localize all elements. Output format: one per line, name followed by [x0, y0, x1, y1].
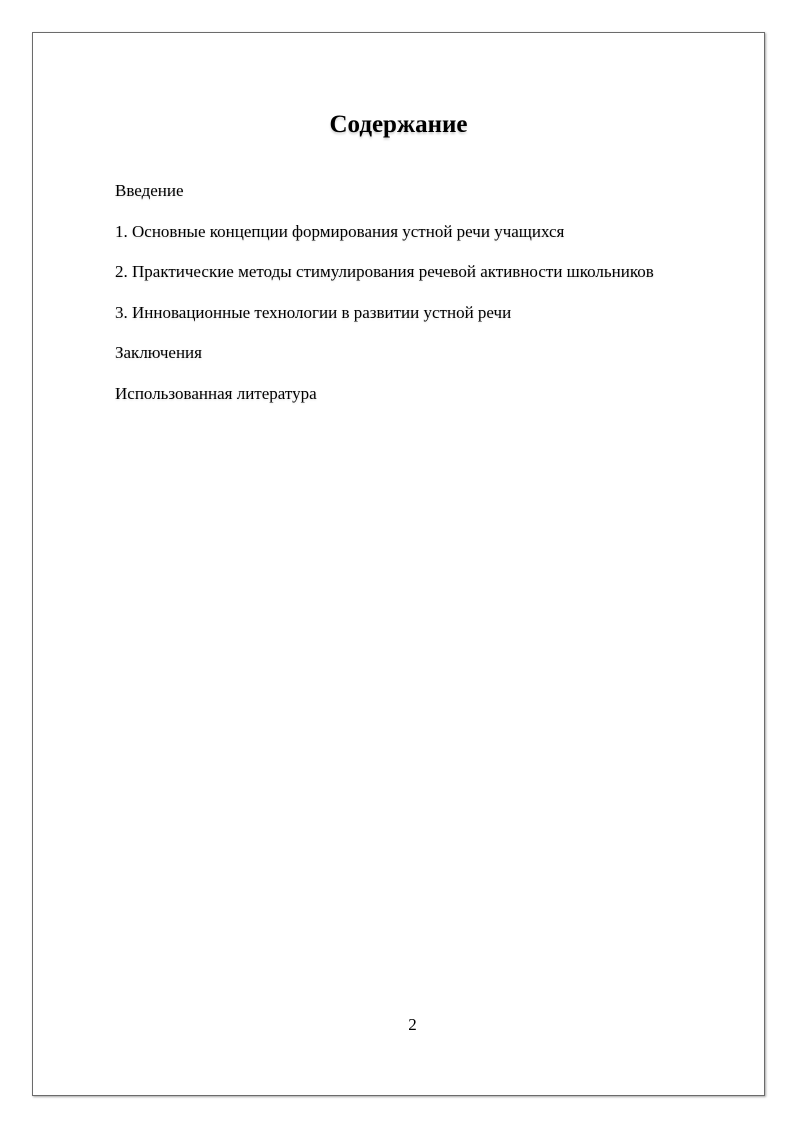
toc-item-chapter-2: 2. Практические методы стимулирования речевой активности школьников — [115, 262, 654, 282]
toc-item-chapter-3: 3. Инновационные технологии в развитии устной речи — [115, 302, 512, 322]
toc-item-references: Использованная литература — [115, 383, 317, 403]
toc-item-chapter-1: 1. Основные концепции формирования устной речи учащихся — [115, 221, 565, 241]
table-of-contents — [115, 181, 654, 425]
page-number: 2 — [408, 1015, 417, 1034]
toc-item-introduction: Введение — [115, 181, 184, 200]
toc-item-conclusion: Заключения — [115, 343, 202, 363]
document-page — [32, 32, 765, 1096]
page-title: Содержание — [329, 111, 468, 138]
